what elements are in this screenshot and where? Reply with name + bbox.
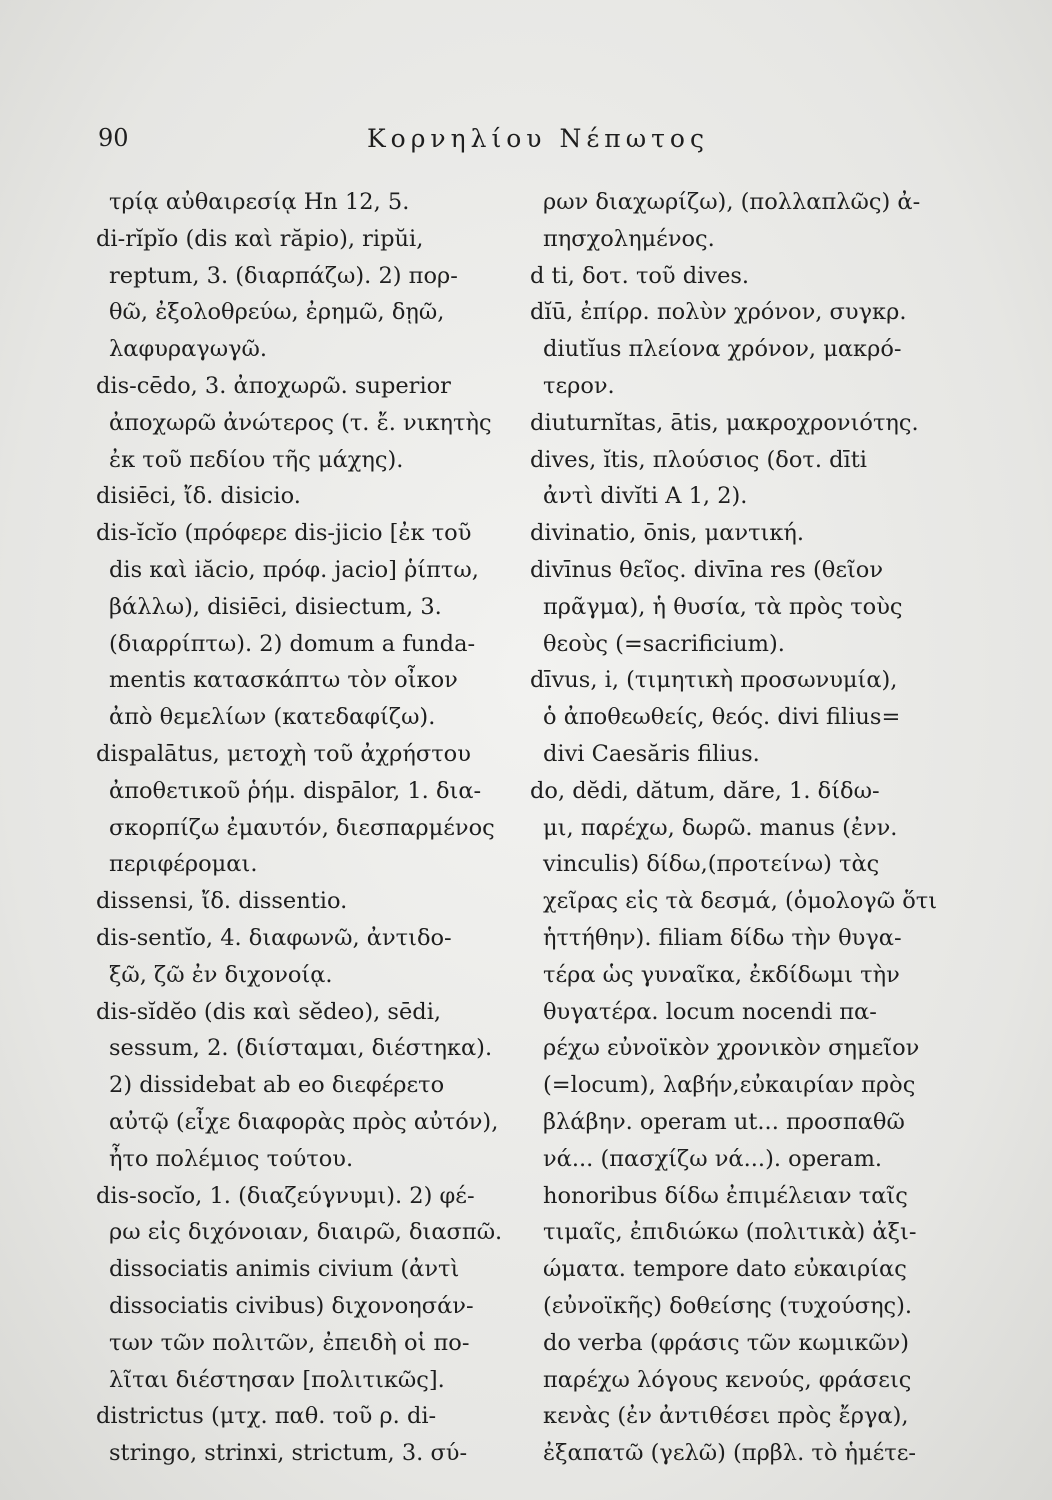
entry-line: χεῖρας εἰς τὰ δεσμά, (ὁμολογῶ ὅτι [543, 888, 938, 915]
entry-headword-line: dispalātus, μετοχὴ τοῦ ἀχρήστου [96, 740, 471, 767]
entry-line: (=locum), λαβήν,εὐκαιρίαν πρὸς [543, 1072, 916, 1099]
running-title: Κορνηλίου Νέπωτος [367, 124, 709, 153]
entry-line: μι, παρέχω, δωρῶ. manus (ἐνν. [543, 814, 898, 841]
entry-headword-line: dīvus, i, (τιμητικὴ προσωνυμία), [530, 667, 898, 694]
entry-line: ἀντὶ divĭti A 1, 2). [543, 483, 748, 510]
entry-line: λαφυραγωγῶ. [109, 336, 268, 363]
entry-headword-line: dis-sentĭo, 4. διαφωνῶ, ἀντιδο- [96, 924, 452, 951]
entry-line: (εὐνοϊκῆς) δοθείσης (τυχούσης). [543, 1292, 913, 1319]
entry-line: θῶ, ἐξολοθρεύω, ἐρημῶ, δῃῶ, [109, 299, 445, 326]
entry-line: των τῶν πολιτῶν, ἐπειδὴ οἱ πο- [109, 1329, 470, 1356]
entry-line: do verba (φράσις τῶν κωμικῶν) [543, 1329, 910, 1356]
entry-line: diutĭus πλείονα χρόνον, μακρό- [543, 336, 902, 363]
entry-headword-line: di-rĭpĭo (dis καὶ răpio), ripŭi, [96, 225, 424, 252]
entry-line: ἀποθετικοῦ ῥήμ. dispālor, 1. δια- [109, 777, 482, 804]
entry-headword-line: do, dĕdi, dătum, dăre, 1. δίδω- [530, 777, 880, 804]
entry-line: βάλλω), disiēci, disiectum, 3. [109, 593, 442, 620]
entry-line: αὐτῷ (εἶχε διαφορὰς πρὸς αὐτόν), [109, 1108, 499, 1135]
entry-headword-line: dis-cēdo, 3. ἀποχωρῶ. superior [96, 372, 451, 399]
entry-line: stringo, strinxi, strictum, 3. σύ- [109, 1440, 468, 1467]
entry-line: dissociatis animis civium (ἀντὶ [109, 1256, 460, 1283]
page-number: 90 [98, 124, 129, 152]
entry-headword-line: dis-ĭcĭo (πρόφερε dis-jicio [ἐκ τοῦ [96, 520, 472, 547]
entry-line: λῖται διέστησαν [πολιτικῶς]. [109, 1366, 445, 1393]
entry-headword-line: dives, ĭtis, πλούσιος (δοτ. dīti [530, 446, 867, 473]
entry-line: σκορπίζω ἐμαυτόν, διεσπαρμένος [109, 814, 495, 841]
entry-line: mentis κατασκάπτω τὸν οἶκον [109, 667, 458, 694]
entry-headword-line: dis-socĭo, 1. (διαζεύγνυμι). 2) φέ- [96, 1182, 475, 1209]
entry-headword-line: dĭū, ἐπίρρ. πολὺν χρόνον, συγκρ. [530, 299, 907, 326]
entry-line: ἐκ τοῦ πεδίου τῆς μάχης). [109, 446, 404, 473]
entry-line: ἀποχωρῶ ἀνώτερος (τ. ἔ. νικητὴς [109, 409, 492, 436]
entry-line: vinculis) δίδω,(προτείνω) τὰς [543, 851, 880, 878]
entry-headword-line: diuturnĭtas, ātis, μακροχρονιότης. [530, 409, 919, 436]
entry-line: τιμαῖς, ἐπιδιώκω (πολιτικὰ) ἀξι- [543, 1219, 917, 1246]
entry-line: sessum, 2. (διίσταμαι, διέστηκα). [109, 1035, 493, 1062]
entry-headword-line: divinatio, ōnis, μαντική. [530, 520, 805, 547]
entry-headword-line: divīnus θεῖος. divīna res (θεῖον [530, 556, 884, 583]
entry-line: ρω εἰς διχόνοιαν, διαιρῶ, διασπῶ. [109, 1219, 503, 1246]
entry-line: dis καὶ iăcio, πρόφ. jacio] ῥίπτω, [109, 556, 479, 583]
entry-line: πρᾶγμα), ἡ θυσία, τὰ πρὸς τοὺς [543, 593, 903, 620]
entry-headword-line: dissensi, ἴδ. dissentio. [96, 888, 348, 915]
entry-line: τερον. [543, 372, 615, 399]
entry-line: παρέχω λόγους κενούς, φράσεις [543, 1366, 912, 1393]
entry-line: (διαρρίπτω). 2) domum a funda- [109, 630, 476, 657]
entry-line: ρων διαχωρίζω), (πολλαπλῶς) ἀ- [543, 189, 921, 215]
entry-line: ἐξαπατῶ (γελῶ) (πρβλ. τὸ ἡμέτε- [543, 1440, 916, 1467]
entry-line: 2) dissidebat ab eo διεφέρετο [109, 1072, 445, 1099]
entry-line: ξῶ, ζῶ ἐν διχονοίᾳ. [109, 961, 333, 988]
entry-line: ἡττήθην). filiam δίδω τὴν θυγα- [543, 924, 902, 951]
entry-line: honoribus δίδω ἐπιμέλειαν ταῖς [543, 1182, 908, 1209]
right-column [530, 184, 970, 1472]
entry-line: περιφέρομαι. [109, 851, 258, 878]
entry-line: ἀπὸ θεμελίων (κατεδαφίζω). [109, 704, 436, 731]
entry-headword-line: d ti, δοτ. τοῦ dives. [530, 262, 750, 289]
entry-line: ὁ ἀποθεωθείς, θεός. divi filius= [543, 704, 901, 731]
entry-line: τέρα ὡς γυναῖκα, ἐκδίδωμι τὴν [543, 961, 900, 988]
entry-line: βλάβην. operam ut... προσπαθῶ [543, 1108, 905, 1135]
entry-headword-line: districtus (μτχ. παθ. τοῦ ρ. di- [96, 1403, 437, 1430]
entry-line: θεοὺς (=sacrificium). [543, 630, 785, 657]
left-column [96, 184, 506, 1472]
entry-line: τρίᾳ αὐθαιρεσίᾳ Hn 12, 5. [109, 189, 410, 215]
entry-line: πησχολημένος. [543, 225, 715, 252]
entry-line: ώματα. tempore dato εὐκαιρίας [543, 1256, 907, 1283]
page-header [98, 124, 978, 164]
entry-line: dissociatis civibus) διχονοησάν- [109, 1292, 474, 1319]
entry-line: νά... (πασχίζω νά...). operam. [543, 1145, 883, 1172]
entry-headword-line: dis-sĭdĕo (dis καὶ sĕdeo), sēdi, [96, 998, 442, 1025]
entry-line: divi Caesăris filius. [543, 740, 760, 767]
entry-line: ρέχω εὐνοϊκὸν χρονικὸν σημεῖον [543, 1035, 920, 1062]
entry-headword-line: disiēci, ἴδ. disicio. [96, 483, 301, 510]
entry-line: ἦτο πολέμιος τούτου. [109, 1145, 354, 1172]
entry-line: reptum, 3. (διαρπάζω). 2) πορ- [109, 262, 458, 289]
entry-line: κενὰς (ἐν ἀντιθέσει πρὸς ἔργα), [543, 1403, 909, 1430]
entry-line: θυγατέρα. locum nocendi πα- [543, 998, 877, 1025]
